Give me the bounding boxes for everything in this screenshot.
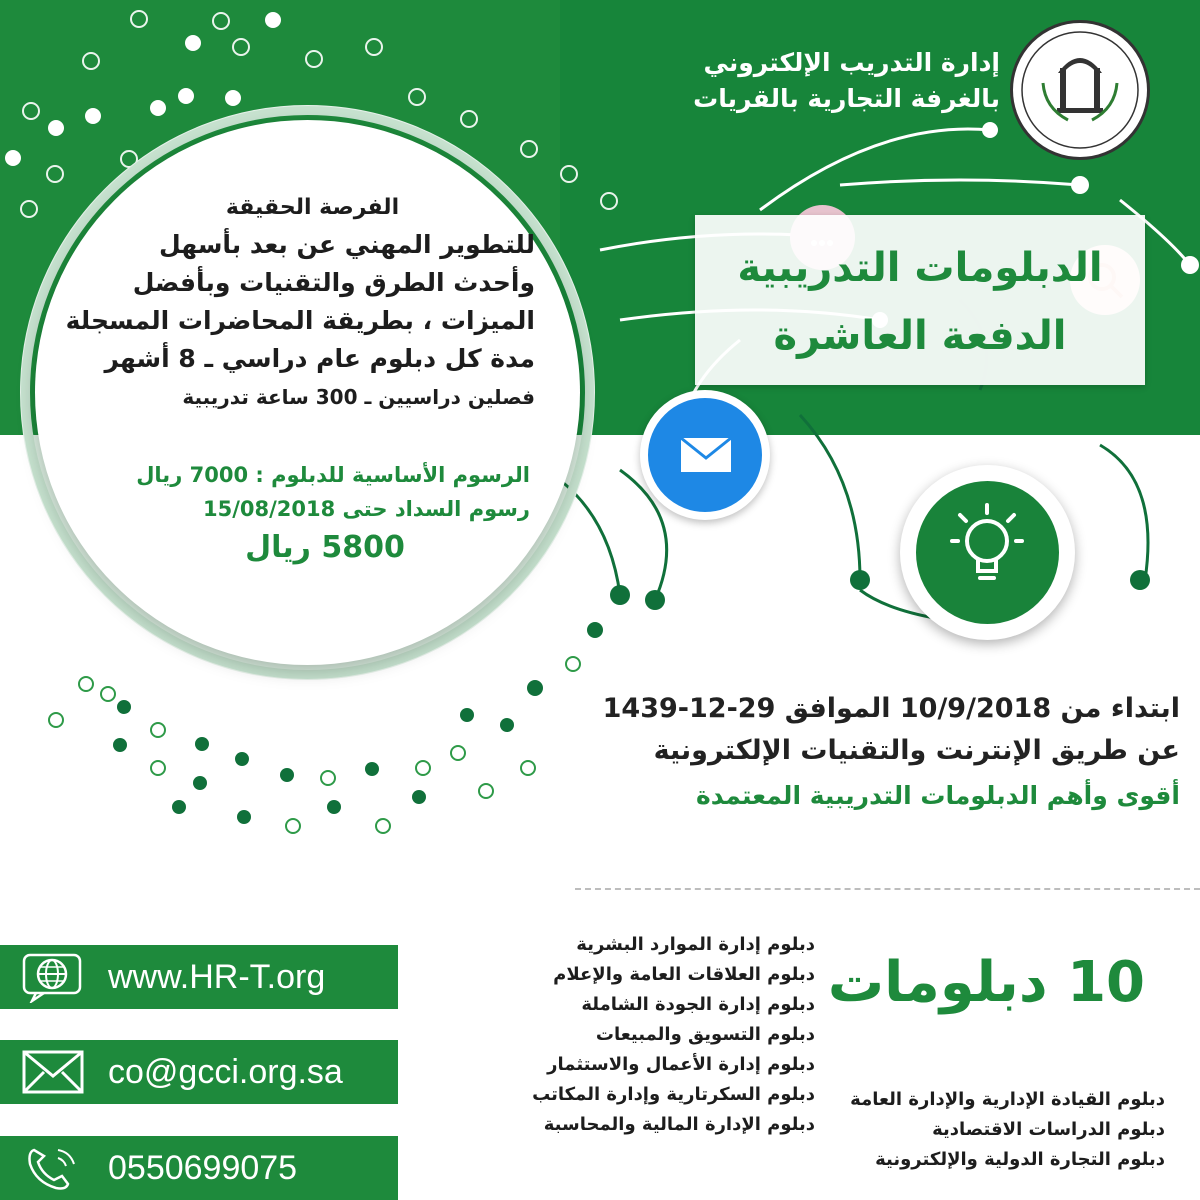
info-line: الميزات ، بطريقة المحاضرات المسجلة: [65, 306, 535, 335]
start-date: ابتداء من 10/9/2018 الموافق 29-12-1439: [602, 693, 1180, 724]
phone-text: 0550699075: [108, 1149, 298, 1187]
payment-deadline: رسوم السداد حتى 15/08/2018: [203, 497, 530, 521]
globe-icon: [18, 951, 88, 1003]
diploma-item: دبلوم الدراسات الاقتصادية: [932, 1119, 1165, 1140]
email-link[interactable]: [0, 1040, 398, 1104]
diploma-item: دبلوم القيادة الإدارية والإدارة العامة: [850, 1089, 1165, 1110]
diploma-list-right: [825, 1085, 1165, 1175]
title-box: [695, 215, 1145, 385]
organization-name: [650, 45, 1000, 117]
diploma-item: دبلوم الإدارة المالية والمحاسبة: [543, 1114, 815, 1135]
diploma-item: دبلوم التجارة الدولية والإلكترونية: [875, 1149, 1165, 1170]
website-link[interactable]: [0, 945, 398, 1009]
org-line-1: إدارة التدريب الإلكتروني: [703, 48, 1000, 77]
diploma-item: دبلوم إدارة الأعمال والاستثمار: [547, 1054, 815, 1075]
tagline: أقوى وأهم الدبلومات التدريبية المعتمدة: [696, 781, 1180, 810]
discounted-price: 5800 ريال: [245, 530, 405, 565]
org-line-2: بالغرفة التجارية بالقريات: [693, 84, 1000, 113]
base-fee: الرسوم الأساسية للدبلوم : 7000 ريال: [136, 463, 530, 487]
lightbulb-icon: [912, 477, 1063, 628]
title-line-2: الدفعة العاشرة: [773, 313, 1067, 359]
schedule: [560, 688, 1180, 820]
info-line: وأحدث الطرق والتقنيات وبأفضل: [132, 268, 535, 297]
info-line: مدة كل دبلوم عام دراسي ـ 8 أشهر: [104, 344, 535, 373]
diploma-item: دبلوم إدارة الموارد البشرية: [576, 934, 815, 955]
info-text: [65, 195, 535, 416]
diploma-item: دبلوم إدارة الجودة الشاملة: [581, 994, 815, 1015]
diploma-count: 10 دبلومات: [827, 950, 1145, 1015]
diploma-item: دبلوم السكرتارية وإدارة المكاتب: [532, 1084, 815, 1105]
info-heading: الفرصة الحقيقة: [225, 195, 400, 220]
fees: [120, 458, 530, 565]
phone-icon: [18, 1142, 88, 1194]
info-line: للتطوير المهني عن بعد بأسهل: [159, 230, 535, 259]
chamber-logo: [1010, 20, 1150, 160]
diploma-item: دبلوم التسويق والمبيعات: [595, 1024, 815, 1045]
envelope-icon: [18, 1046, 88, 1098]
mail-icon: [640, 390, 770, 520]
email-text: co@gcci.org.sa: [108, 1053, 343, 1091]
title-line-1: الدبلومات التدريبية: [737, 245, 1103, 291]
diploma-list-left: [440, 930, 815, 1140]
info-line: فصلين دراسيين ـ 300 ساعة تدريبية: [182, 385, 535, 409]
divider: [575, 888, 1200, 890]
delivery-method: عن طريق الإنترنت والتقنيات الإلكترونية: [653, 735, 1180, 766]
diploma-item: دبلوم العلاقات العامة والإعلام: [553, 964, 815, 985]
website-text: www.HR-T.org: [108, 958, 326, 996]
phone-link[interactable]: [0, 1136, 398, 1200]
